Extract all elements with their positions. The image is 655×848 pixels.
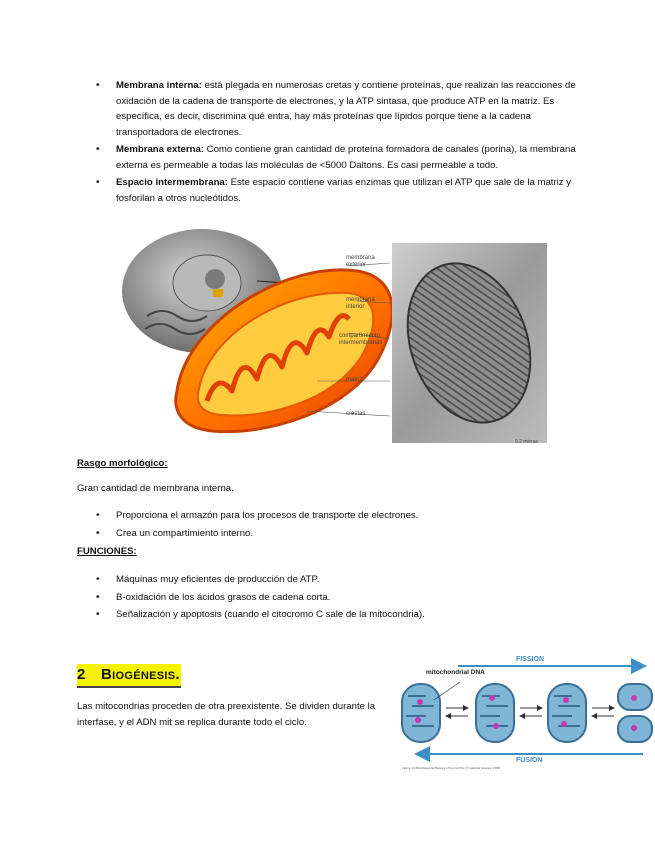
biogenesis-paragraph: Las mitocondrias proceden de otra preexistente. Se dividen durante la interfase, y el ADN mit se replica durante todo el ciclo. <box>77 701 376 728</box>
bullet-dot: • <box>96 591 100 603</box>
bullet-term: Espacio intermembrana: <box>116 177 228 188</box>
label-membrana-exterior: membrana exterior <box>346 255 375 268</box>
figure-caption: Figure 14-56a Molecular Biology of the Cell 5/e (© Garland Science 2008) <box>402 766 501 770</box>
list-item-text: Crea un compartimiento interno. <box>116 527 254 539</box>
list-item <box>96 590 576 606</box>
bullet-dot: • <box>96 609 100 620</box>
mitochondrion-figure <box>117 221 549 448</box>
bullet-dot: • <box>96 80 100 91</box>
bullet-dot: • <box>96 527 100 539</box>
funciones-list <box>96 572 576 625</box>
bullet-term: Membrana interna: <box>116 80 202 91</box>
mito-stage-2 <box>476 684 514 742</box>
mito-stage-3 <box>548 684 586 742</box>
fission-fusion-figure <box>398 654 655 772</box>
fission-label: FISSION <box>516 656 545 663</box>
top-bullet-list <box>96 78 586 208</box>
dna-leader-line <box>434 682 460 700</box>
label-crestas: crestas <box>346 411 366 417</box>
label-compartimiento: compartimiento intermembranas <box>339 333 383 346</box>
bullet-dot: • <box>96 144 100 155</box>
bullet-dot: • <box>96 574 100 585</box>
mitochondrion-illustration <box>117 221 549 448</box>
list-item <box>96 526 576 542</box>
list-item <box>96 607 576 623</box>
list-item-text: Proporciona el armazón para los procesos de transporte de electrones. <box>116 510 419 521</box>
dna-label: mitochondrial DNA <box>426 669 485 676</box>
scale-label: 0.2 micras <box>515 439 539 445</box>
morfo-intro: Gran cantidad de membrana interna. <box>77 483 234 494</box>
bullet-text: Este espacio contiene varias enzimas que utilizan el ATP que sale de la matriz y fosforilan a otros nucleótidos. <box>116 177 572 204</box>
list-item-text: Señalización y apoptosis (cuando el citocromo C sale de la mitocondria). <box>116 609 425 620</box>
list-item <box>96 508 576 524</box>
list-item-text: B-oxidación de los ácidos grasos de cadena corta. <box>116 591 331 603</box>
bullet-espacio-intermembrana <box>96 175 586 206</box>
bullet-dot: • <box>96 177 100 188</box>
section-number: 2 <box>77 666 86 683</box>
bullet-membrana-interna <box>96 78 586 140</box>
funciones-heading: FUNCIONES: <box>77 546 137 557</box>
bullet-text: Como contiene gran cantidad de proteína formadora de canales (porina), la membrana externa es permeable a todas las moléculas de <5000 Daltons. Es casi permeable a todo. <box>116 144 576 171</box>
fusion-label: FUSION <box>516 757 543 764</box>
section-heading <box>77 664 181 688</box>
list-item <box>96 572 576 588</box>
section-title: Biogénesis. <box>101 666 180 683</box>
label-membrana-interior: membrana interior <box>346 297 375 310</box>
mito-stage-4 <box>618 684 652 742</box>
morfo-heading: Rasgo morfológico: <box>77 458 168 469</box>
label-matriz: matriz <box>346 377 363 383</box>
bullet-text: está plegada en numerosas cretas y contiene proteínas, que realizan las reacciones de oxidación de la cadena de transporte de electrones, y la ATP sintasa, que produce ATP en la matriz. Es específica, es decir, discrimina qué entra, hay más proteínas que lípidos porque tiene a la cadena transportadora de electrones. <box>116 80 576 138</box>
bullet-membrana-externa <box>96 142 586 173</box>
bullet-term: Membrana externa: <box>116 144 204 155</box>
mito-stage-1 <box>402 684 440 742</box>
em-micrograph <box>386 243 549 443</box>
morfo-list <box>96 508 576 543</box>
list-item-text: Máquinas muy eficientes de producción de ATP. <box>116 574 320 585</box>
bullet-dot: • <box>96 510 100 521</box>
